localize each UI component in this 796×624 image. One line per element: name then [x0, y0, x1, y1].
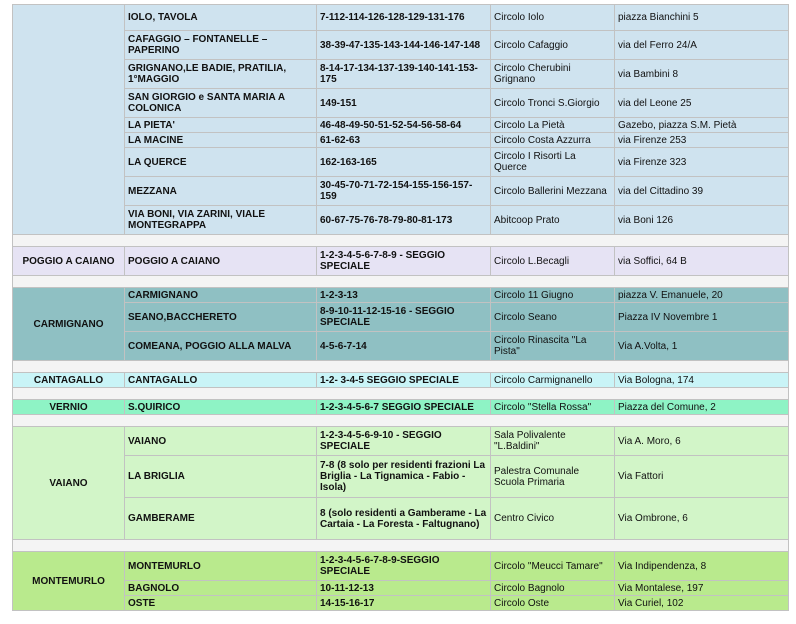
municipality-cell: CARMIGNANO: [13, 288, 125, 361]
table-row: [13, 303, 789, 332]
address-cell: Via Bologna, 174: [615, 373, 789, 388]
municipality-cell: CANTAGALLO: [13, 373, 125, 388]
table-row: [13, 177, 789, 206]
seats-cell: 1-2-3-4-5-6-9-10 - SEGGIO SPECIALE: [317, 427, 491, 456]
table-row: [13, 5, 789, 31]
seats-cell: 1-2- 3-4-5 SEGGIO SPECIALE: [317, 373, 491, 388]
venue-cell: Circolo Tronci S.Giorgio: [491, 89, 615, 118]
locality-cell: SEANO,BACCHERETO: [125, 303, 317, 332]
seats-cell: 14-15-16-17: [317, 596, 491, 611]
locality-cell: OSTE: [125, 596, 317, 611]
address-cell: Gazebo, piazza S.M. Pietà: [615, 118, 789, 133]
venue-cell: Circolo L.Becagli: [491, 247, 615, 276]
venue-cell: Abitcoop Prato: [491, 206, 615, 235]
table-row: [13, 456, 789, 498]
address-cell: Via Montalese, 197: [615, 581, 789, 596]
seats-cell: 162-163-165: [317, 148, 491, 177]
address-cell: piazza V. Emanuele, 20: [615, 288, 789, 303]
seats-cell: 1-2-3-4-5-6-7-8-9 - SEGGIO SPECIALE: [317, 247, 491, 276]
venue-cell: Circolo Seano: [491, 303, 615, 332]
municipality-cell: POGGIO A CAIANO: [13, 247, 125, 276]
group-spacer-row: [13, 540, 789, 552]
group-spacer-row: [13, 361, 789, 373]
seats-cell: 1-2-3-4-5-6-7 SEGGIO SPECIALE: [317, 400, 491, 415]
locality-cell: CAFAGGIO – FONTANELLE – PAPERINO: [125, 31, 317, 60]
address-cell: Via A.Volta, 1: [615, 332, 789, 361]
municipality-cell: VERNIO: [13, 400, 125, 415]
address-cell: Via A. Moro, 6: [615, 427, 789, 456]
venue-cell: Circolo La Pietà: [491, 118, 615, 133]
seats-cell: 30-45-70-71-72-154-155-156-157-159: [317, 177, 491, 206]
municipality-cell: VAIANO: [13, 427, 125, 540]
table-row: [13, 60, 789, 89]
address-cell: via Bambini 8: [615, 60, 789, 89]
address-cell: via del Ferro 24/A: [615, 31, 789, 60]
address-cell: via Firenze 253: [615, 133, 789, 148]
locality-cell: GAMBERAME: [125, 498, 317, 540]
table-row: [13, 596, 789, 611]
seats-cell: 149-151: [317, 89, 491, 118]
locality-cell: VIA BONI, VIA ZARINI, VIALE MONTEGRAPPA: [125, 206, 317, 235]
seats-cell: 4-5-6-7-14: [317, 332, 491, 361]
spacer-cell: [13, 276, 789, 288]
locality-cell: IOLO, TAVOLA: [125, 5, 317, 31]
venue-cell: Circolo Cafaggio: [491, 31, 615, 60]
venue-cell: Centro Civico: [491, 498, 615, 540]
table-row: [13, 498, 789, 540]
address-cell: Via Curiel, 102: [615, 596, 789, 611]
locality-cell: LA BRIGLIA: [125, 456, 317, 498]
venue-cell: Circolo Iolo: [491, 5, 615, 31]
seats-cell: 8-14-17-134-137-139-140-141-153-175: [317, 60, 491, 89]
municipality-cell: MONTEMURLO: [13, 552, 125, 611]
seats-cell: 1-2-3-13: [317, 288, 491, 303]
table-row: [13, 118, 789, 133]
spacer-cell: [13, 235, 789, 247]
table-row: [13, 400, 789, 415]
seats-cell: 8 (solo residenti a Gamberame - La Cartaia - La Foresta - Faltugnano): [317, 498, 491, 540]
locality-cell: LA QUERCE: [125, 148, 317, 177]
municipality-cell: [13, 5, 125, 235]
address-cell: Via Fattori: [615, 456, 789, 498]
table-row: [13, 552, 789, 581]
venue-cell: Circolo 11 Giugno: [491, 288, 615, 303]
table-row: [13, 31, 789, 60]
address-cell: Piazza IV Novembre 1: [615, 303, 789, 332]
table-row: [13, 206, 789, 235]
venue-cell: Circolo Bagnolo: [491, 581, 615, 596]
address-cell: via del Cittadino 39: [615, 177, 789, 206]
table-row: [13, 427, 789, 456]
table-row: [13, 148, 789, 177]
spacer-cell: [13, 540, 789, 552]
locality-cell: CARMIGNANO: [125, 288, 317, 303]
venue-cell: Circolo "Meucci Tamare": [491, 552, 615, 581]
venue-cell: Circolo I Risorti La Querce: [491, 148, 615, 177]
seats-cell: 7-8 (8 solo per residenti frazioni La Briglia - La Tignamica - Fabio - Isola): [317, 456, 491, 498]
seats-cell: 61-62-63: [317, 133, 491, 148]
locality-cell: VAIANO: [125, 427, 317, 456]
venue-cell: Circolo "Stella Rossa": [491, 400, 615, 415]
group-spacer-row: [13, 235, 789, 247]
venue-cell: Circolo Rinascita "La Pista": [491, 332, 615, 361]
table-row: [13, 581, 789, 596]
seats-cell: 10-11-12-13: [317, 581, 491, 596]
venue-cell: Circolo Carmignanello: [491, 373, 615, 388]
group-spacer-row: [13, 415, 789, 427]
address-cell: Piazza del Comune, 2: [615, 400, 789, 415]
group-spacer-row: [13, 276, 789, 288]
spacer-cell: [13, 361, 789, 373]
venue-cell: Circolo Cherubini Grignano: [491, 60, 615, 89]
address-cell: piazza Bianchini 5: [615, 5, 789, 31]
locality-cell: CANTAGALLO: [125, 373, 317, 388]
seats-cell: 38-39-47-135-143-144-146-147-148: [317, 31, 491, 60]
locality-cell: MEZZANA: [125, 177, 317, 206]
spacer-cell: [13, 415, 789, 427]
locality-cell: BAGNOLO: [125, 581, 317, 596]
venue-cell: Circolo Oste: [491, 596, 615, 611]
address-cell: Via Indipendenza, 8: [615, 552, 789, 581]
venue-cell: Circolo Costa Azzurra: [491, 133, 615, 148]
locality-cell: GRIGNANO,LE BADIE, PRATILIA, 1°MAGGIO: [125, 60, 317, 89]
locality-cell: COMEANA, POGGIO ALLA MALVA: [125, 332, 317, 361]
address-cell: via Boni 126: [615, 206, 789, 235]
seats-cell: 1-2-3-4-5-6-7-8-9-SEGGIO SPECIALE: [317, 552, 491, 581]
venue-cell: Circolo Ballerini Mezzana: [491, 177, 615, 206]
locality-cell: POGGIO A CAIANO: [125, 247, 317, 276]
table-body: [13, 5, 789, 611]
locality-cell: LA PIETA': [125, 118, 317, 133]
table-row: [13, 133, 789, 148]
polling-stations-table: [12, 4, 789, 611]
locality-cell: S.QUIRICO: [125, 400, 317, 415]
seats-cell: 7-112-114-126-128-129-131-176: [317, 5, 491, 31]
table-row: [13, 332, 789, 361]
locality-cell: SAN GIORGIO e SANTA MARIA A COLONICA: [125, 89, 317, 118]
seats-cell: 46-48-49-50-51-52-54-56-58-64: [317, 118, 491, 133]
seats-cell: 8-9-10-11-12-15-16 - SEGGIO SPECIALE: [317, 303, 491, 332]
address-cell: via Soffici, 64 B: [615, 247, 789, 276]
table-row: [13, 373, 789, 388]
table-row: [13, 247, 789, 276]
table-row: [13, 288, 789, 303]
address-cell: Via Ombrone, 6: [615, 498, 789, 540]
venue-cell: Sala Polivalente "L.Baldini": [491, 427, 615, 456]
locality-cell: MONTEMURLO: [125, 552, 317, 581]
venue-cell: Palestra Comunale Scuola Primaria: [491, 456, 615, 498]
address-cell: via del Leone 25: [615, 89, 789, 118]
seats-cell: 60-67-75-76-78-79-80-81-173: [317, 206, 491, 235]
group-spacer-row: [13, 388, 789, 400]
table-row: [13, 89, 789, 118]
locality-cell: LA MACINE: [125, 133, 317, 148]
spacer-cell: [13, 388, 789, 400]
address-cell: via Firenze 323: [615, 148, 789, 177]
